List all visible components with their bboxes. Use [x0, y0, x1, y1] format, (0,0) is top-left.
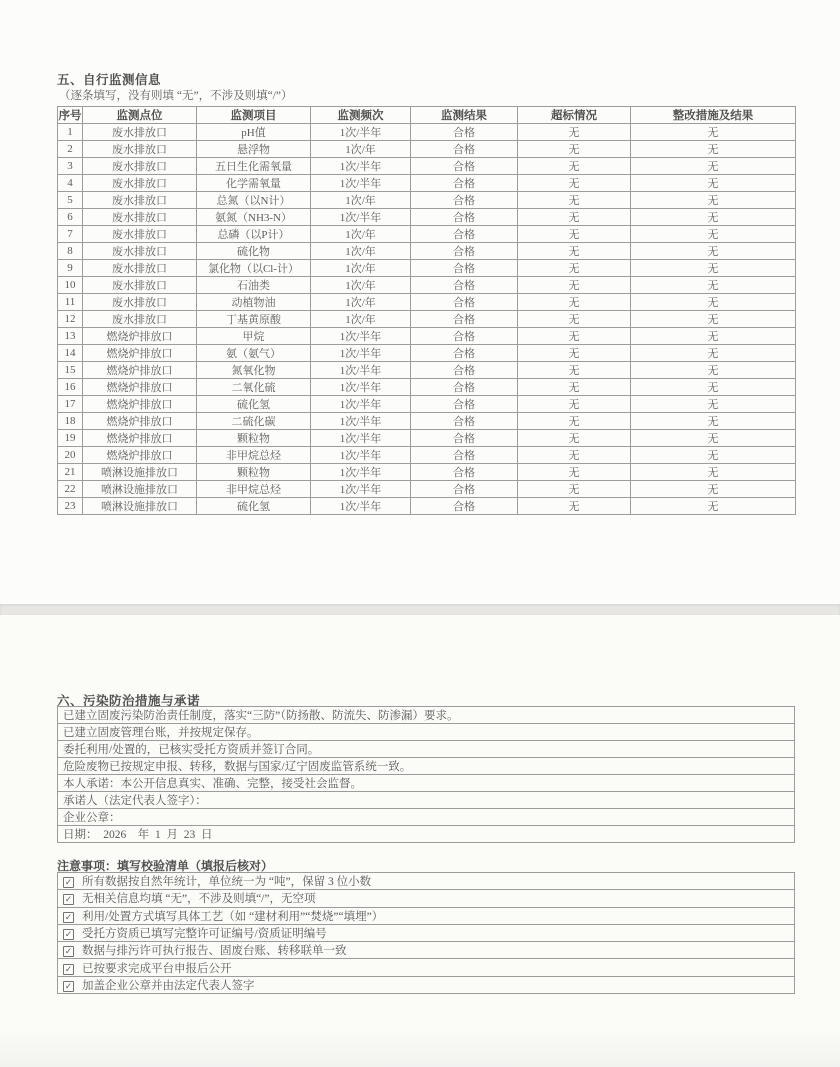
table-cell: 1次/半年 — [311, 362, 411, 379]
table-cell: 二氧化硫 — [197, 379, 311, 396]
checklist-row — [58, 890, 795, 907]
table-cell: 合格 — [411, 362, 518, 379]
table-cell: 合格 — [411, 430, 518, 447]
table-cell: 废水排放口 — [83, 192, 197, 209]
checklist-row — [58, 942, 795, 959]
checklist-row — [58, 873, 795, 890]
table-cell: 合格 — [411, 124, 518, 141]
table-cell: 无 — [518, 260, 631, 277]
table-cell: 无 — [518, 294, 631, 311]
table-cell: 合格 — [411, 413, 518, 430]
table-cell: 废水排放口 — [83, 311, 197, 328]
checklist-item-label: 利用/处置方式填写具体工艺（如 “建材利用”“焚烧”“填埋”） — [82, 910, 384, 923]
table-cell: 无 — [631, 464, 796, 481]
table-cell: 二硫化碳 — [197, 413, 311, 430]
table-cell: pH值 — [197, 124, 311, 141]
table-cell: 无 — [631, 141, 796, 158]
table-row — [58, 430, 796, 447]
table-cell: 1次/半年 — [311, 379, 411, 396]
table-cell: 2 — [58, 141, 83, 158]
table-cell: 1次/年 — [311, 277, 411, 294]
table-cell: 合格 — [411, 481, 518, 498]
table-cell: 无 — [518, 345, 631, 362]
table-cell: 无 — [631, 311, 796, 328]
table-cell: 1次/半年 — [311, 464, 411, 481]
table-cell: 无 — [631, 413, 796, 430]
table-cell: 1次/半年 — [311, 447, 411, 464]
checklist-item-label: 无相关信息均填 “无”，不涉及则填“/”，无空项 — [82, 893, 316, 906]
table-cell: 无 — [518, 175, 631, 192]
checkbox-checked-icon: ✓ — [64, 929, 73, 940]
table-cell: 合格 — [411, 498, 518, 515]
table-cell: 废水排放口 — [83, 175, 197, 192]
table-cell: 合格 — [411, 464, 518, 481]
column-header: 监测结果 — [411, 107, 518, 124]
table-cell: 甲烷 — [197, 328, 311, 345]
checklist-cell — [58, 924, 795, 941]
table-cell: 废水排放口 — [83, 209, 197, 226]
table-cell: 合格 — [411, 260, 518, 277]
table-cell: 氨氮（NH3-N） — [197, 209, 311, 226]
table-cell: 21 — [58, 464, 83, 481]
commitments-table-body — [58, 707, 795, 843]
table-cell: 6 — [58, 209, 83, 226]
table-cell: 合格 — [411, 328, 518, 345]
table-cell: 合格 — [411, 243, 518, 260]
table-cell: 1次/半年 — [311, 498, 411, 515]
table-cell: 无 — [631, 481, 796, 498]
table-cell: 无 — [518, 226, 631, 243]
table-cell: 15 — [58, 362, 83, 379]
table-cell: 燃烧炉排放口 — [83, 362, 197, 379]
checklist-cell — [58, 959, 795, 976]
table-cell: 1次/年 — [311, 294, 411, 311]
table-cell: 废水排放口 — [83, 277, 197, 294]
table-cell: 无 — [631, 260, 796, 277]
table-cell: 非甲烷总烃 — [197, 447, 311, 464]
table-row — [58, 141, 796, 158]
table-cell: 12 — [58, 311, 83, 328]
commitments-table — [57, 706, 795, 843]
table-row — [58, 464, 796, 481]
checkbox-checked-icon: ✓ — [64, 877, 73, 888]
table-cell: 合格 — [411, 209, 518, 226]
table-cell: 无 — [518, 430, 631, 447]
table-cell: 无 — [631, 243, 796, 260]
checkbox-checked-icon: ✓ — [64, 894, 73, 905]
table-cell: 燃烧炉排放口 — [83, 328, 197, 345]
table-cell: 14 — [58, 345, 83, 362]
table-cell: 合格 — [411, 379, 518, 396]
checklist-row — [58, 976, 795, 993]
table-cell: 23 — [58, 498, 83, 515]
checklist-cell — [58, 890, 795, 907]
table-cell: 无 — [518, 328, 631, 345]
checklist-item-label: 数据与排污许可执行报告、固废台账、转移联单一致 — [82, 945, 347, 958]
commitment-row — [58, 826, 795, 843]
table-cell: 1次/半年 — [311, 209, 411, 226]
table-cell: 合格 — [411, 226, 518, 243]
table-cell: 无 — [631, 226, 796, 243]
table-cell: 1次/年 — [311, 260, 411, 277]
table-cell: 无 — [518, 379, 631, 396]
table-cell: 3 — [58, 158, 83, 175]
table-cell: 无 — [518, 158, 631, 175]
table-cell: 废水排放口 — [83, 141, 197, 158]
table-cell: 合格 — [411, 175, 518, 192]
commitment-text: 日期： 2026 年 1 月 23 日 — [58, 826, 795, 843]
table-cell: 合格 — [411, 294, 518, 311]
checklist-item-label: 已按要求完成平台申报后公开 — [82, 962, 232, 975]
column-header: 监测频次 — [311, 107, 411, 124]
checkbox-checked-icon: ✓ — [64, 963, 73, 974]
table-cell: 无 — [518, 481, 631, 498]
table-cell: 无 — [518, 498, 631, 515]
commitment-text: 已建立固废管理台账，并按规定保存。 — [58, 724, 795, 741]
checklist-row — [58, 924, 795, 941]
checkbox-checked-icon: ✓ — [64, 946, 73, 957]
table-cell: 无 — [631, 209, 796, 226]
checkbox-checked-icon: ✓ — [64, 911, 73, 922]
table-cell: 合格 — [411, 192, 518, 209]
table-cell: 废水排放口 — [83, 226, 197, 243]
table-cell: 颗粒物 — [197, 464, 311, 481]
table-cell: 燃烧炉排放口 — [83, 430, 197, 447]
commitment-text: 危险废物已按规定申报、转移，数据与国家/辽宁固废监管系统一致。 — [58, 758, 795, 775]
table-cell: 丁基黄原酸 — [197, 311, 311, 328]
table-row — [58, 362, 796, 379]
table-cell: 1次/年 — [311, 226, 411, 243]
table-cell: 燃烧炉排放口 — [83, 379, 197, 396]
table-cell: 无 — [518, 396, 631, 413]
page-separator — [0, 604, 840, 615]
table-row — [58, 277, 796, 294]
table-row — [58, 226, 796, 243]
table-cell: 无 — [631, 498, 796, 515]
table-cell: 无 — [518, 192, 631, 209]
table-cell: 1次/半年 — [311, 328, 411, 345]
table-cell: 4 — [58, 175, 83, 192]
table-cell: 五日生化需氧量 — [197, 158, 311, 175]
table-cell: 废水排放口 — [83, 243, 197, 260]
table-row — [58, 311, 796, 328]
table-cell: 硫化物 — [197, 243, 311, 260]
commitment-row — [58, 724, 795, 741]
checklist-cell — [58, 942, 795, 959]
column-header: 监测项目 — [197, 107, 311, 124]
table-cell: 无 — [631, 124, 796, 141]
commitment-row — [58, 758, 795, 775]
commitment-text: 本人承诺：本公开信息真实、准确、完整，接受社会监督。 — [58, 775, 795, 792]
table-cell: 颗粒物 — [197, 430, 311, 447]
column-header: 超标情况 — [518, 107, 631, 124]
table-cell: 无 — [518, 124, 631, 141]
table-row — [58, 413, 796, 430]
table-cell: 无 — [631, 158, 796, 175]
commitment-row — [58, 775, 795, 792]
table-row — [58, 260, 796, 277]
monitoring-table-header — [58, 107, 796, 124]
table-cell: 无 — [631, 294, 796, 311]
table-row — [58, 124, 796, 141]
table-cell: 7 — [58, 226, 83, 243]
table-cell: 13 — [58, 328, 83, 345]
table-row — [58, 498, 796, 515]
checklist-item-label: 受托方资质已填写完整许可证编号/资质证明编号 — [82, 928, 327, 941]
table-row — [58, 243, 796, 260]
table-cell: 1次/半年 — [311, 396, 411, 413]
table-cell: 1次/半年 — [311, 413, 411, 430]
table-cell: 1次/半年 — [311, 430, 411, 447]
table-cell: 无 — [518, 209, 631, 226]
table-cell: 无 — [631, 277, 796, 294]
commitment-row — [58, 707, 795, 724]
table-cell: 燃烧炉排放口 — [83, 396, 197, 413]
commitment-text: 已建立固废污染防治责任制度，落实“三防”（防扬散、防流失、防渗漏）要求。 — [58, 707, 795, 724]
table-cell: 无 — [518, 362, 631, 379]
table-cell: 无 — [631, 175, 796, 192]
checkbox-checked-icon: ✓ — [64, 980, 73, 991]
table-cell: 废水排放口 — [83, 260, 197, 277]
table-cell: 18 — [58, 413, 83, 430]
table-cell: 悬浮物 — [197, 141, 311, 158]
checklist-cell — [58, 907, 795, 924]
table-cell: 22 — [58, 481, 83, 498]
commitment-text: 承诺人（法定代表人签字）： — [58, 792, 795, 809]
table-cell: 化学需氧量 — [197, 175, 311, 192]
table-cell: 硫化氢 — [197, 396, 311, 413]
table-cell: 合格 — [411, 345, 518, 362]
table-cell: 19 — [58, 430, 83, 447]
table-cell: 硫化氢 — [197, 498, 311, 515]
checklist-item-label: 所有数据按自然年统计，单位统一为 “吨”，保留 3 位小数 — [82, 876, 372, 889]
table-cell: 1次/半年 — [311, 124, 411, 141]
table-cell: 喷淋设施排放口 — [83, 481, 197, 498]
table-cell: 废水排放口 — [83, 294, 197, 311]
table-row — [58, 175, 796, 192]
table-cell: 燃烧炉排放口 — [83, 345, 197, 362]
table-row — [58, 447, 796, 464]
commitment-row — [58, 809, 795, 826]
table-cell: 16 — [58, 379, 83, 396]
table-cell: 无 — [518, 311, 631, 328]
table-cell: 20 — [58, 447, 83, 464]
table-cell: 无 — [631, 430, 796, 447]
table-row — [58, 192, 796, 209]
table-cell: 合格 — [411, 141, 518, 158]
checklist-title: 注意事项：填写校验清单（填报后核对） — [57, 859, 274, 873]
section5-title: 五、自行监测信息 — [57, 73, 162, 87]
table-cell: 无 — [518, 141, 631, 158]
section6-title: 六、污染防治措施与承诺 — [57, 694, 201, 708]
section5-note: （逐条填写，没有则填 “无”，不涉及则填“/”） — [59, 90, 293, 102]
table-cell: 无 — [631, 192, 796, 209]
table-cell: 合格 — [411, 277, 518, 294]
table-cell: 无 — [631, 447, 796, 464]
table-cell: 9 — [58, 260, 83, 277]
table-cell: 无 — [518, 447, 631, 464]
column-header: 监测点位 — [83, 107, 197, 124]
table-cell: 氯化物（以Cl-计） — [197, 260, 311, 277]
table-cell: 燃烧炉排放口 — [83, 413, 197, 430]
table-cell: 废水排放口 — [83, 158, 197, 175]
table-cell: 无 — [631, 396, 796, 413]
table-row — [58, 158, 796, 175]
commitment-row — [58, 741, 795, 758]
monitoring-table-body — [58, 124, 796, 515]
table-cell: 无 — [518, 277, 631, 294]
table-cell: 1次/半年 — [311, 345, 411, 362]
table-cell: 无 — [631, 345, 796, 362]
commitment-text: 企业公章： — [58, 809, 795, 826]
table-cell: 无 — [631, 362, 796, 379]
table-row — [58, 396, 796, 413]
table-row — [58, 481, 796, 498]
monitoring-table — [57, 106, 796, 515]
checklist-row — [58, 959, 795, 976]
table-cell: 11 — [58, 294, 83, 311]
table-cell: 无 — [631, 379, 796, 396]
table-row — [58, 294, 796, 311]
table-cell: 1 — [58, 124, 83, 141]
table-cell: 1次/年 — [311, 141, 411, 158]
table-cell: 无 — [631, 328, 796, 345]
table-cell: 合格 — [411, 447, 518, 464]
table-cell: 喷淋设施排放口 — [83, 464, 197, 481]
table-cell: 动植物油 — [197, 294, 311, 311]
table-cell: 总氮（以N计） — [197, 192, 311, 209]
table-row — [58, 328, 796, 345]
column-header: 整改措施及结果 — [631, 107, 796, 124]
checklist-cell — [58, 976, 795, 993]
table-cell: 1次/年 — [311, 192, 411, 209]
table-cell: 1次/半年 — [311, 158, 411, 175]
table-cell: 合格 — [411, 158, 518, 175]
table-cell: 无 — [518, 464, 631, 481]
table-row — [58, 209, 796, 226]
checklist-table — [57, 872, 795, 994]
table-cell: 氨（氨气） — [197, 345, 311, 362]
table-cell: 废水排放口 — [83, 124, 197, 141]
monitoring-header-row — [58, 107, 796, 124]
table-cell: 喷淋设施排放口 — [83, 498, 197, 515]
checklist-item-label: 加盖企业公章并由法定代表人签字 — [82, 979, 255, 992]
table-cell: 燃烧炉排放口 — [83, 447, 197, 464]
table-cell: 5 — [58, 192, 83, 209]
table-cell: 8 — [58, 243, 83, 260]
table-cell: 无 — [518, 413, 631, 430]
table-cell: 10 — [58, 277, 83, 294]
table-cell: 无 — [518, 243, 631, 260]
table-row — [58, 379, 796, 396]
table-cell: 17 — [58, 396, 83, 413]
checklist-row — [58, 907, 795, 924]
table-row — [58, 345, 796, 362]
checklist-cell — [58, 873, 795, 890]
table-cell: 1次/半年 — [311, 175, 411, 192]
table-cell: 石油类 — [197, 277, 311, 294]
table-cell: 合格 — [411, 311, 518, 328]
commitment-row — [58, 792, 795, 809]
commitment-text: 委托利用/处置的，已核实受托方资质并签订合同。 — [58, 741, 795, 758]
table-cell: 非甲烷总烃 — [197, 481, 311, 498]
checklist-table-body — [58, 873, 795, 994]
table-cell: 1次/半年 — [311, 481, 411, 498]
table-cell: 总磷（以P计） — [197, 226, 311, 243]
table-cell: 1次/年 — [311, 311, 411, 328]
table-cell: 氮氧化物 — [197, 362, 311, 379]
column-header: 序号 — [58, 107, 83, 124]
scan-page-2 — [0, 615, 840, 1067]
table-cell: 合格 — [411, 396, 518, 413]
table-cell: 1次/年 — [311, 243, 411, 260]
